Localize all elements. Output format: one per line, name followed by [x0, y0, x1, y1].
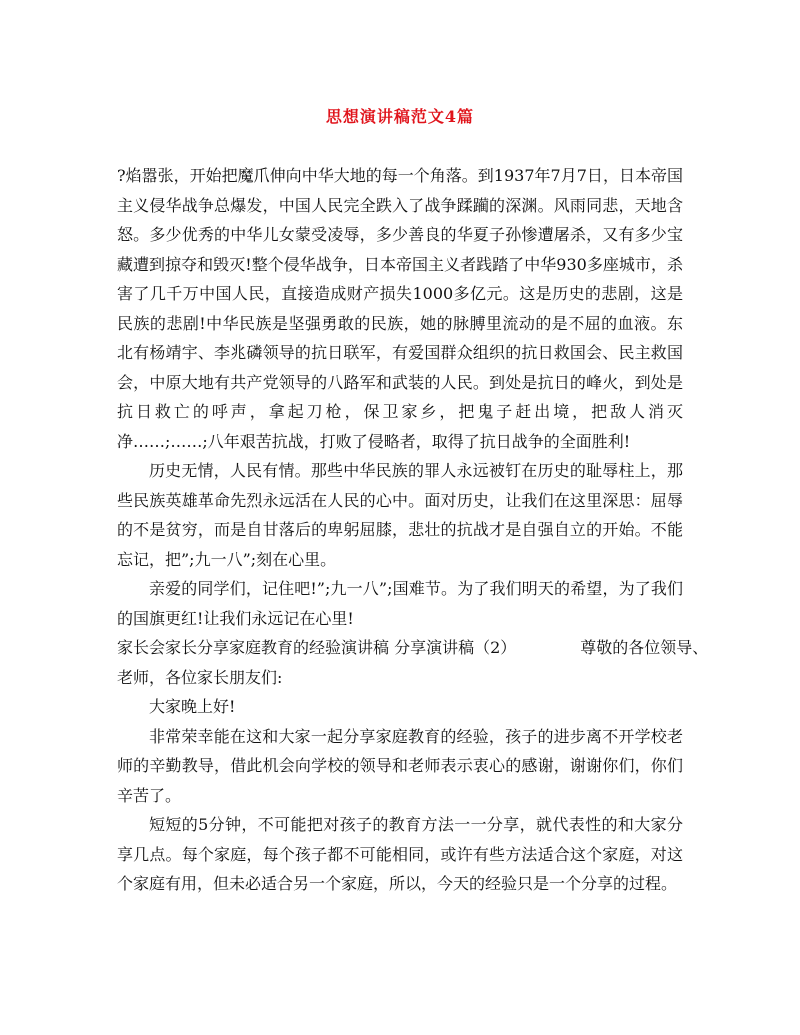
paragraph-5: 非常荣幸能在这和大家一起分享家庭教育的经验，孩子的进步离不开学校老师的辛勤教导，借此机会向学校的领导和老师表示衷心的感谢，谢谢你们，你们辛苦了。: [117, 726, 683, 805]
paragraph-4: 大家晚上好!: [149, 697, 236, 716]
salutation-start: 尊敬的各位领导、: [580, 638, 709, 657]
document-body: [117, 161, 709, 899]
salutation-end: 老师，各位家长朋友们:: [117, 667, 283, 687]
paragraph-1: ?焰嚣张，开始把魔爪伸向中华大地的每一个角落。到1937年7月7日，日本帝国主义侵华战争总爆发，中国人民完全跌入了战争蹂躏的深渊。风雨同悲，天地含怒。多少优秀的中华儿女蒙受凌辱，多少善良的华夏子孙惨遭屠杀，又有多少宝藏遭到掠夺和毁灭!整个侵华战争，日本帝国主义者践踏了中华930多座城市，杀害了几千万中国人民，直接造成财产损失1000多亿元。这是历史的悲剧，这是民族的悲剧!中华民族是坚强勇敢的民族，她的脉膊里流动的是不屈的血液。东北有杨靖宇、李兆磷领导的抗日联军，有爱国群众组织的抗日救国会、民主救国会，中原大地有共产党领导的八路军和武装的人民。到处是抗日的峰火，到处是抗日救亡的呼声，拿起刀枪，保卫家乡，把鬼子赶出境，把敌人消灭净……;……;八年艰苦抗战，打败了侵略者，取得了抗日战争的全面胜利!: [117, 166, 683, 451]
paragraph-2: 历史无情，人民有情。那些中华民族的罪人永远被钉在历史的耻辱柱上，那些民族英雄革命先烈永远活在人民的心中。面对历史，让我们在这里深思：屈辱的不是贫穷，而是自甘落后的卑躬屈膝，悲壮的抗战才是自强自立的开始。不能忘记，把”;九一八”;刻在心里。: [117, 461, 683, 569]
document-title: 思想演讲稿范文4篇: [325, 107, 475, 126]
section-heading-line: [117, 633, 709, 663]
paragraph-3: 亲爱的同学们，记住吧!”;九一八”;国难节。为了我们明天的希望，为了我们的国旗更红!让我们永远记在心里!: [117, 579, 683, 628]
section-heading: 家长会家长分享家庭教育的经验演讲稿 分享演讲稿（2）: [117, 638, 517, 657]
paragraph-6: 短短的5分钟，不可能把对孩子的教育方法一一分享，就代表性的和大家分享几点。每个家庭，每个孩子都不可能相同，或许有些方法适合这个家庭，对这个家庭有用，但未必适合另一个家庭，所以，今天的经验只是一个分享的过程。: [117, 815, 683, 893]
